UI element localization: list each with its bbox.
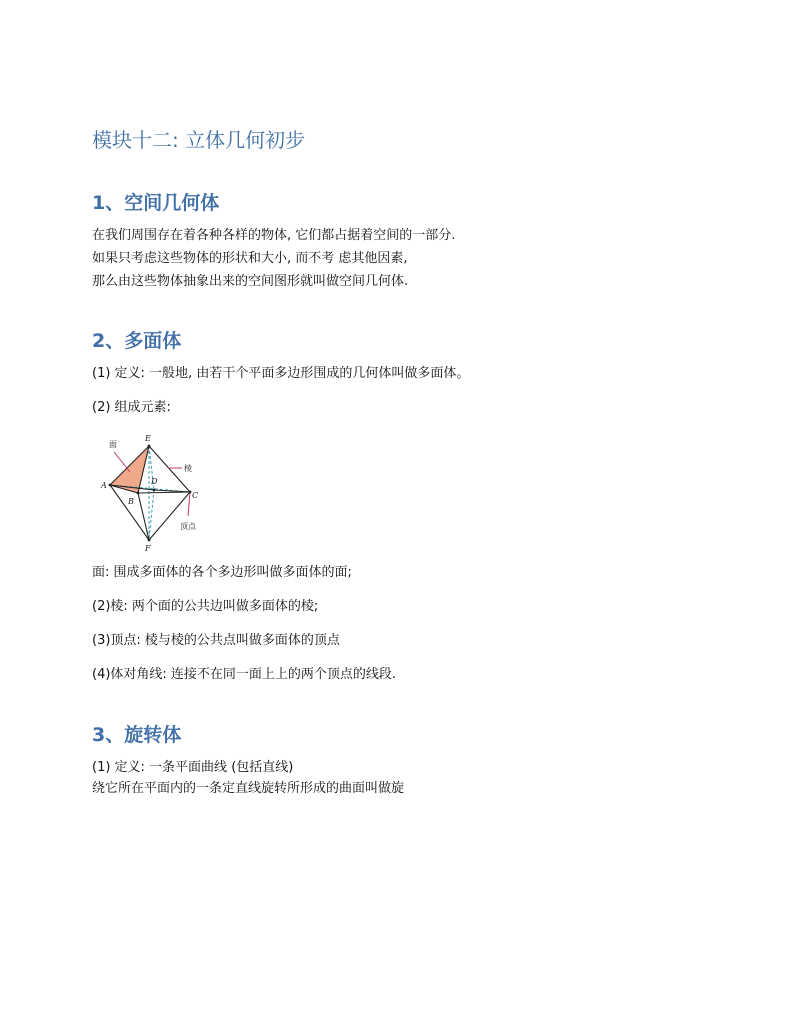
section-heading-spatial-solids: 1、空间几何体: [92, 192, 220, 214]
label-vertex-F: F: [145, 544, 151, 553]
label-edge: 棱: [184, 464, 192, 473]
label-vertex-B: B: [128, 497, 134, 506]
section-heading-polyhedron: 2、多面体: [92, 330, 182, 352]
paragraph-line: (1) 定义: 一条平面曲线 (包括直线): [92, 760, 294, 775]
label-vertex-text: 顶点: [180, 522, 196, 531]
page-title: 模块十二: 立体几何初步: [92, 128, 306, 152]
octahedron-diagram: [92, 430, 222, 560]
component-item-edge: (2)棱: 两个面的公共边叫做多面体的棱;: [92, 599, 319, 614]
paragraph-line: 绕它所在平面内的一条定直线旋转所形成的曲面叫做旋: [92, 781, 405, 796]
paragraph-line: 如果只考虑这些物体的形状和大小, 而不考 虑其他因素,: [92, 251, 408, 266]
component-item-face: 面: 围成多面体的各个多边形叫做多面体的面;: [92, 565, 352, 580]
label-vertex-D: D: [151, 477, 158, 486]
paragraph-line: 在我们周围存在着各种各样的物体, 它们都占据着空间的一部分.: [92, 228, 456, 243]
component-item-vertex: (3)顶点: 棱与棱的公共点叫做多面体的顶点: [92, 633, 340, 648]
section-heading-solid-of-revolution: 3、旋转体: [92, 724, 182, 746]
definition-text: (1) 定义: 一般地, 由若干个平面多边形围成的几何体叫做多面体。: [92, 366, 470, 381]
label-vertex-E: E: [145, 434, 151, 443]
paragraph-line: 那么由这些物体抽象出来的空间图形就叫做空间几何体.: [92, 274, 409, 289]
polyhedron-figure: [92, 430, 222, 560]
label-face: 面: [109, 440, 117, 449]
component-item-diagonal: (4)体对角线: 连接不在同一面上上的两个顶点的线段.: [92, 667, 397, 682]
label-vertex-C: C: [192, 491, 199, 500]
components-label: (2) 组成元素:: [92, 400, 171, 415]
label-vertex-A: A: [101, 481, 107, 490]
